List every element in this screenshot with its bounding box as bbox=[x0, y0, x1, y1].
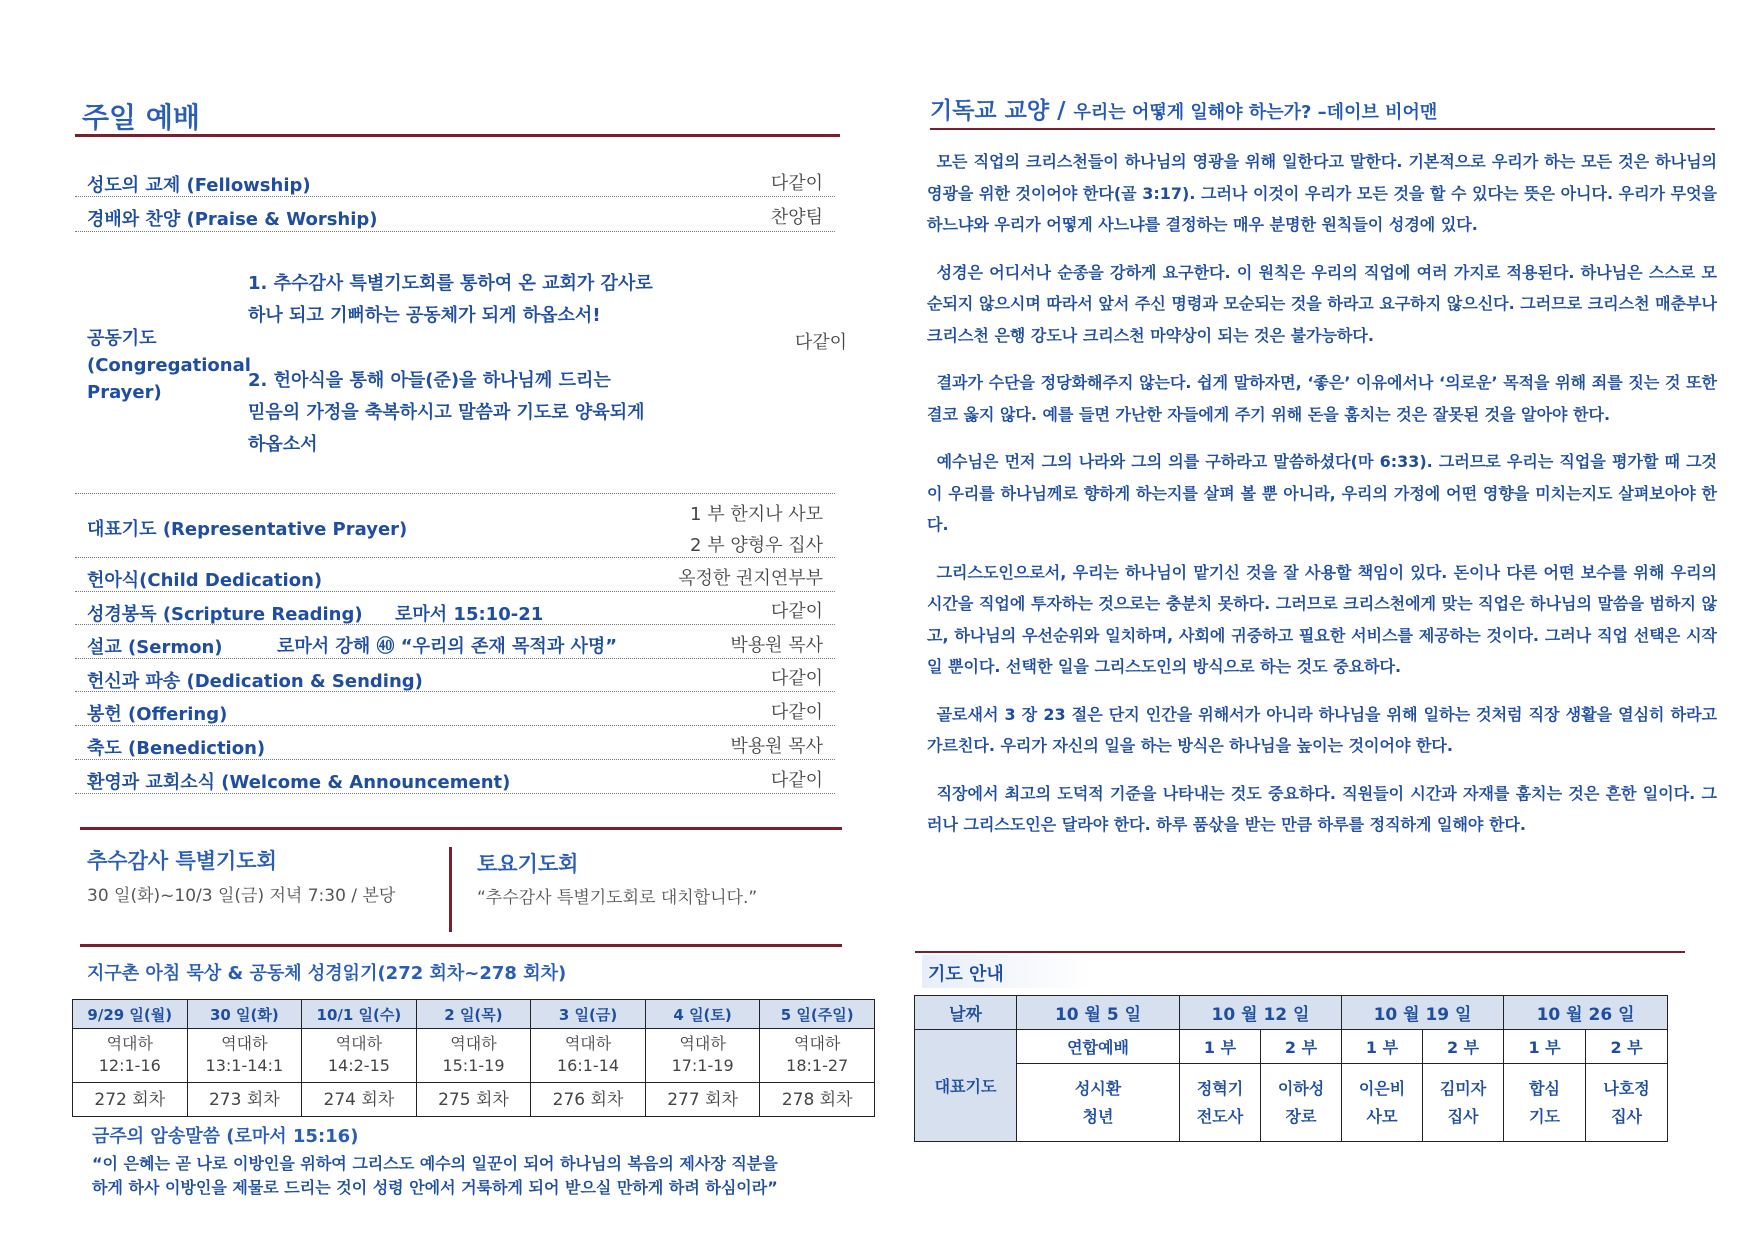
reading-counts-row bbox=[73, 1083, 875, 1117]
order-label: 봉헌 (Offering) bbox=[87, 704, 228, 725]
reading-count: 276 회차 bbox=[531, 1083, 646, 1117]
order-row-fellowship bbox=[75, 164, 835, 197]
reading-day: 4 일(토) bbox=[645, 1000, 760, 1029]
order-who: 다같이 bbox=[770, 601, 823, 622]
prayer-side-label: 대표기도 bbox=[915, 1030, 1017, 1142]
reading-day: 5 일(주일) bbox=[760, 1000, 875, 1029]
prayer-service: 1 부 bbox=[1504, 1030, 1586, 1064]
prayer-date: 10 월 26 일 bbox=[1504, 996, 1668, 1030]
order-row-rep-prayer bbox=[75, 494, 835, 558]
prayer-date: 10 월 19 일 bbox=[1342, 996, 1504, 1030]
order-row-praise bbox=[75, 197, 835, 232]
memory-title: 금주의 암송말씀 (로마서 15:16) bbox=[92, 1126, 359, 1147]
prayer-names-row bbox=[915, 1064, 1668, 1142]
reading-title: 지구촌 아침 묵상 & 공동체 성경읽기(272 회차~278 회차) bbox=[87, 963, 567, 984]
reading-count: 273 회차 bbox=[187, 1083, 302, 1117]
order-label: 헌아식(Child Dedication) bbox=[87, 570, 323, 591]
prayer-item-line: 하나 되고 기뻐하는 공동체가 되게 하옵소서! bbox=[248, 305, 601, 326]
reading-count: 272 회차 bbox=[73, 1083, 188, 1117]
order-who: 박용원 목사 bbox=[730, 736, 823, 757]
reading-cell: 역대하 14:2-15 bbox=[302, 1029, 417, 1083]
essay-paragraph: 직장에서 최고의 도덕적 기준을 나타내는 것도 중요하다. 직원들이 시간과 자재를 훔치는 것은 흔한 일이다. 그러나 그리스도인은 달라야 한다. 하루 품삯을 받는 만큼 하루를 정직하게 일해야 한다. bbox=[927, 783, 1717, 834]
order-label: 환영과 교회소식 (Welcome & Announcement) bbox=[87, 772, 511, 793]
essay-header: 기독교 교양 / 우리는 어떻게 일해야 하는가? –데이브 비어맨 bbox=[930, 98, 1438, 124]
order-label: 설교 (Sermon) bbox=[87, 637, 223, 658]
order-who: 다같이 bbox=[770, 668, 823, 689]
saturday-title: 토요기도회 bbox=[477, 852, 579, 876]
essay-body bbox=[927, 146, 1717, 857]
order-row-benediction bbox=[75, 726, 835, 760]
order-who: 다같이 bbox=[770, 173, 823, 194]
reading-day: 3 일(금) bbox=[531, 1000, 646, 1029]
essay-paragraph: 골로새서 3 장 23 절은 단지 인간을 위해서가 아니라 하나님을 위해 일하는 것처럼 직장 생활을 열심히 하라고 가르친다. 우리가 자신의 일을 하는 방식은 하나님을 높이는 것이어야 한다. bbox=[927, 704, 1717, 755]
essay-paragraph: 결과가 수단을 정당화해주지 않는다. 쉽게 말하자면, ‘좋은’ 이유에서나 ‘의로운’ 목적을 위해 죄를 짓는 것 또한 결코 옳지 않다. 예를 들면 가난한 자들에게 주기 위해 돈을 훔치는 것은 잘못된 것을 알아야 한다. bbox=[927, 373, 1717, 424]
order-label: 축도 (Benediction) bbox=[87, 738, 266, 759]
saturday-text: “추수감사 특별기도회로 대치합니다.” bbox=[477, 888, 758, 908]
reading-days-row bbox=[73, 1000, 875, 1029]
order-label: 경배와 찬양 (Praise & Worship) bbox=[87, 209, 378, 230]
worship-title: 주일 예배 bbox=[82, 101, 200, 134]
prayer-label: 공동기도 (Congregational Prayer) bbox=[87, 328, 251, 403]
order-who: 다같이 bbox=[770, 702, 823, 723]
reading-cell: 역대하 16:1-14 bbox=[531, 1029, 646, 1083]
reading-day: 2 일(목) bbox=[416, 1000, 531, 1029]
thanksgiving-title: 추수감사 특별기도회 bbox=[87, 849, 277, 873]
order-row-welcome bbox=[75, 760, 835, 794]
prayer-name: 나호정 집사 bbox=[1586, 1064, 1668, 1142]
reading-count: 277 회차 bbox=[645, 1083, 760, 1117]
prayer-date: 10 월 12 일 bbox=[1180, 996, 1342, 1030]
prayer-service: 1 부 bbox=[1180, 1030, 1261, 1064]
prayer-service: 2 부 bbox=[1261, 1030, 1342, 1064]
essay-paragraph: 모든 직업의 크리스천들이 하나님의 영광을 위해 일한다고 말한다. 기본적으로 우리가 하는 모든 것은 하나님의 영광을 위한 것이어야 한다(골 3:17). 그러나 이것이 우리가 모든 것을 할 수 있다는 뜻은 아니다. 우리가 무엇을 하느냐와 우리가 어떻게 사느냐를 결정하는 매우 분명한 원칙들이 성경에 있다. bbox=[927, 152, 1717, 234]
reading-cell: 역대하 15:1-19 bbox=[416, 1029, 531, 1083]
order-label: 헌신과 파송 (Dedication & Sending) bbox=[87, 671, 423, 692]
essay-paragraph: 성경은 어디서나 순종을 강하게 요구한다. 이 원칙은 우리의 직업에 여러 가지로 적용된다. 하나님은 스스로 모순되지 않으시며 따라서 앞서 주신 명령과 모순되는 것을 하라고 요구하지 않으신다. 그러므로 크리스천 매춘부나 크리스천 은행 강도나 크리스천 마약상이 되는 것은 불가능하다. bbox=[927, 262, 1717, 345]
order-who: 다같이 bbox=[770, 770, 823, 791]
reading-cell: 역대하 13:1-14:1 bbox=[187, 1029, 302, 1083]
order-label: 성도의 교제 (Fellowship) bbox=[87, 175, 311, 196]
prayer-guide-table bbox=[914, 995, 1668, 1142]
order-row-dedication-child bbox=[75, 558, 835, 592]
prayer-name: 합심 기도 bbox=[1504, 1064, 1586, 1142]
essay-paragraph: 그리스도인으로서, 우리는 하나님이 맡기신 것을 잘 사용할 책임이 있다. 돈이나 다른 어떤 보수를 위해 우리의 시간을 직업에 투자하는 것으로는 충분치 못하다. 그러므로 크리스천에게 맞는 직업은 하나님의 말씀을 범하지 않고, 하나님의 우선순위와 일치하며, 사회에 귀중하고 필요한 서비스를 제공하는 것이다. 그러나 직업 선택은 시작일 뿐이다. 선택한 일을 그리스도인의 방식으로 하는 것도 중요하다. bbox=[927, 562, 1717, 676]
prayer-service: 연합예배 bbox=[1017, 1030, 1180, 1064]
date-header: 날짜 bbox=[915, 996, 1017, 1030]
section-rule bbox=[80, 827, 842, 830]
prayer-service-row bbox=[915, 1030, 1668, 1064]
order-who: 찬양팀 bbox=[770, 207, 823, 228]
section-divider bbox=[449, 847, 452, 932]
thanksgiving-text: 30 일(화)~10/3 일(금) 저녁 7:30 / 본당 bbox=[87, 886, 396, 906]
reading-cell: 역대하 17:1-19 bbox=[645, 1029, 760, 1083]
order-who: 박용원 목사 bbox=[730, 635, 823, 656]
order-label: 대표기도 (Representative Prayer) bbox=[87, 519, 408, 540]
reading-day: 10/1 일(수) bbox=[302, 1000, 417, 1029]
prayer-name: 이하성 장로 bbox=[1261, 1064, 1342, 1142]
order-label: 성경봉독 (Scripture Reading) bbox=[87, 604, 363, 625]
prayer-dates-row bbox=[915, 996, 1668, 1030]
section-rule bbox=[80, 944, 842, 947]
order-row-prayer bbox=[75, 232, 835, 494]
reading-cell: 역대하 18:1-27 bbox=[760, 1029, 875, 1083]
reading-table bbox=[72, 999, 875, 1117]
prayer-who: 다같이 bbox=[794, 332, 847, 353]
order-row-offering bbox=[75, 692, 835, 726]
essay-paragraph: 예수님은 먼저 그의 나라와 그의 의를 구하라고 말씀하셨다(마 6:33). 그러므로 우리는 직업을 평가할 때 그것이 우리를 하나님께로 향하게 하는지를 살펴 볼 뿐 아니라, 우리의 가정에 어떤 영향을 미치는지도 살펴보아야 한다. bbox=[927, 452, 1717, 534]
order-who: 2 부 양형우 집사 bbox=[690, 535, 823, 556]
prayer-item-line: 2. 헌아식을 통해 아들(준)을 하나님께 드리는 bbox=[248, 370, 611, 391]
memory-verse: “이 은혜는 곧 나로 이방인을 위하여 그리스도 예수의 일꾼이 되어 하나님의 복음의 제사장 직분을 하게 하사 이방인을 제물로 드리는 것이 성령 안에서 거룩하게 되어 받으실 만하게 하려 하심이라” bbox=[92, 1154, 778, 1197]
essay-subtitle: 우리는 어떻게 일해야 하는가? –데이브 비어맨 bbox=[1073, 102, 1438, 123]
reading-count: 274 회차 bbox=[302, 1083, 417, 1117]
prayer-item-line: 믿음의 가정을 축복하시고 말씀과 기도로 양육되게 bbox=[248, 402, 645, 423]
order-who: 옥정한 권지연부부 bbox=[678, 568, 823, 589]
prayer-name: 정혁기 전도사 bbox=[1180, 1064, 1261, 1142]
title-rule bbox=[75, 134, 840, 137]
prayer-name: 성시환 청년 bbox=[1017, 1064, 1180, 1142]
reading-day: 30 일(화) bbox=[187, 1000, 302, 1029]
sermon-title: 로마서 강해 ㊵ “우리의 존재 목적과 사명” bbox=[277, 636, 618, 657]
prayer-name: 이은비 사모 bbox=[1342, 1064, 1423, 1142]
reading-count: 275 회차 bbox=[416, 1083, 531, 1117]
scripture-ref: 로마서 15:10-21 bbox=[395, 604, 544, 625]
reading-cell: 역대하 12:1-16 bbox=[73, 1029, 188, 1083]
prayer-date: 10 월 5 일 bbox=[1017, 996, 1180, 1030]
order-who: 1 부 한지나 사모 bbox=[690, 504, 823, 525]
order-row-scripture bbox=[75, 592, 835, 625]
right-page bbox=[877, 0, 1754, 1240]
order-row-sending bbox=[75, 659, 835, 692]
essay-title: 기독교 교양 bbox=[930, 98, 1050, 124]
prayer-service: 2 부 bbox=[1423, 1030, 1504, 1064]
reading-count: 278 회차 bbox=[760, 1083, 875, 1117]
order-row-sermon bbox=[75, 625, 835, 659]
reading-refs-row bbox=[73, 1029, 875, 1083]
essay-rule bbox=[930, 128, 1715, 130]
prayer-service: 2 부 bbox=[1586, 1030, 1668, 1064]
prayer-name: 김미자 집사 bbox=[1423, 1064, 1504, 1142]
prayer-item-line: 하옵소서 bbox=[248, 434, 318, 455]
prayer-service: 1 부 bbox=[1342, 1030, 1423, 1064]
prayer-guide-rule bbox=[915, 951, 1685, 953]
prayer-item-line: 1. 추수감사 특별기도회를 통하여 온 교회가 감사로 bbox=[248, 273, 653, 294]
prayer-guide-title: 기도 안내 bbox=[922, 955, 1092, 988]
reading-day: 9/29 일(월) bbox=[73, 1000, 188, 1029]
